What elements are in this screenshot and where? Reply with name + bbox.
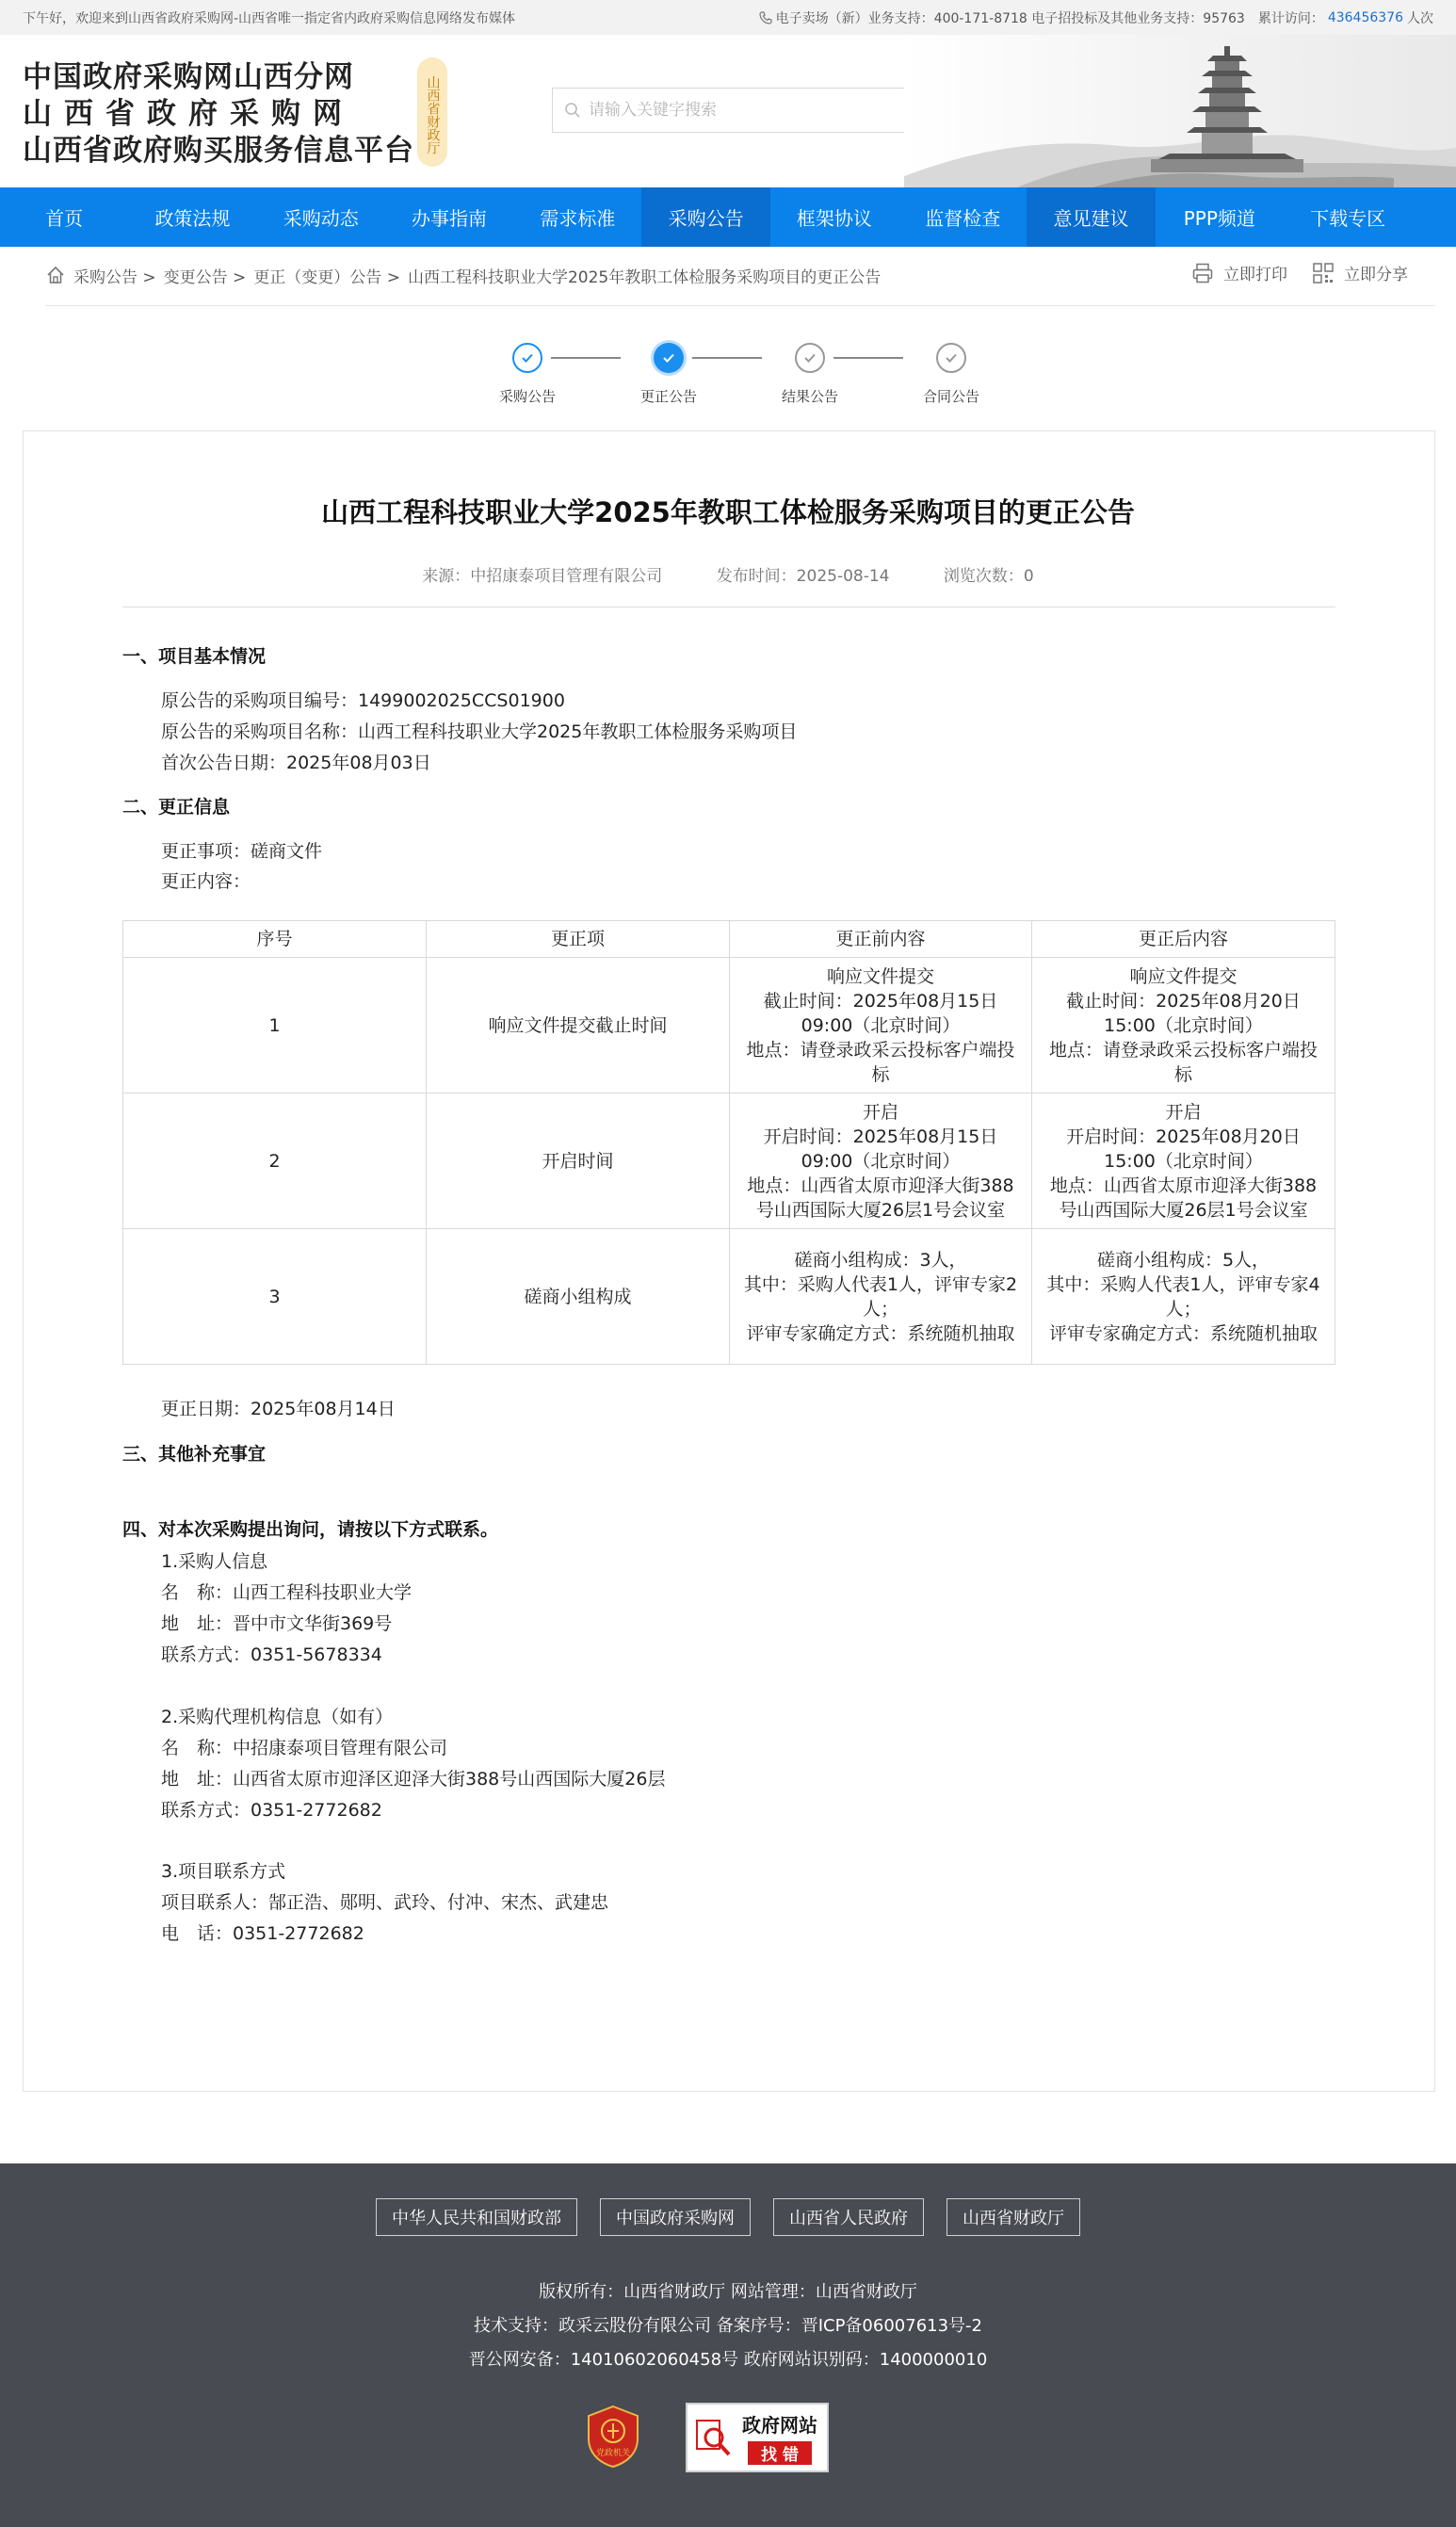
cell-after: 开启 开启时间：2025年08月20日 15:00（北京时间） 地点：山西省太原市迎泽大街388号山西国际大厦26层1号会议室 [1032,1093,1335,1229]
col-header-before: 更正前内容 [730,921,1032,958]
first-notice-date: 首次公告日期：2025年08月03日 [161,753,431,773]
cell-before: 开启 开启时间：2025年08月15日 09:00（北京时间） 地点：山西省太原市迎泽大街388号山西国际大厦26层1号会议室 [730,1093,1032,1229]
col-header-after: 更正后内容 [1032,921,1335,958]
step-label: 结果公告 [781,388,838,405]
step-correction-notice [626,343,711,406]
search-icon [564,102,581,119]
badge-title: 政府网站 [742,2414,817,2437]
article-source: 来源：中招康泰项目管理有限公司 [422,567,663,586]
phone-icon [759,11,772,24]
nav-home[interactable]: 首页 [45,207,84,230]
project-contact-heading: 3.项目联系方式 [161,1861,286,1882]
step-connector [833,357,903,359]
print-button[interactable] [1191,261,1287,284]
visits-count: 436456376 [1327,10,1403,25]
share-label: 立即分享 [1344,266,1408,284]
section-2-heading: 二、更正信息 [122,797,231,818]
process-steps [485,343,979,414]
purchaser-name: 名 称：山西工程科技职业大学 [161,1582,413,1603]
nav-downloads[interactable]: 下载专区 [1310,207,1386,230]
party-gov-badge-icon [585,2405,641,2469]
nav-announcements[interactable]: 采购公告 [641,187,769,247]
topbar-right [759,8,1433,27]
magnifier-icon [695,2417,733,2458]
step-connector [692,357,762,359]
main-nav [0,187,1456,247]
pagoda-banner-image [904,35,1456,187]
visits-unit: 人次 [1407,11,1433,26]
cell-item: 磋商小组构成 [427,1229,730,1365]
step-result-notice [768,343,852,406]
step-label: 合同公告 [922,388,979,405]
nav-feedback[interactable]: 意见建议 [1027,187,1155,247]
section-3-heading: 三、其他补充事宜 [122,1444,267,1465]
footer-link-mof[interactable]: 中华人民共和国财政部 [376,2198,577,2236]
purchaser-phone: 联系方式：0351-5678334 [161,1644,382,1665]
search-input[interactable] [589,101,946,120]
project-contacts: 项目联系人：郜正浩、郧明、武玲、付冲、宋杰、武建忠 [161,1892,609,1913]
cell-before: 响应文件提交 截止时间：2025年08月15日 09:00（北京时间） 地点：请登录政采云投标客户端投标 [730,958,1032,1093]
correction-content-label: 更正内容： [161,871,251,892]
check-icon [936,343,966,373]
section-4-heading: 四、对本次采购提出询问，请按以下方式联系。 [122,1519,499,1540]
cell-after: 磋商小组构成：5人， 其中：采购人代表1人，评审专家4人； 评审专家确定方式：系统随机抽取 [1032,1229,1335,1365]
badge-text [742,2410,817,2465]
footer-link-shanxi-gov[interactable]: 山西省人民政府 [773,2198,924,2236]
footer-tech-support: 技术支持：政采云股份有限公司 备案序号：晋ICP备06007613号-2 [473,2316,982,2336]
agency-heading: 2.采购代理机构信息（如有） [161,1707,394,1727]
correction-date: 更正日期：2025年08月14日 [161,1399,396,1419]
site-logo[interactable] [23,59,414,170]
correction-item: 更正事项：磋商文件 [161,841,323,862]
nav-standards[interactable]: 需求标准 [540,207,616,230]
section-1-heading: 一、项目基本情况 [122,646,267,667]
article-publish-time: 发布时间：2025-08-14 [716,567,890,586]
step-contract-notice [909,343,994,406]
original-project-number: 原公告的采购项目编号：1499002025CCS01900 [161,690,565,711]
footer-link-shanxi-finance[interactable]: 山西省财政厅 [946,2198,1080,2236]
nav-guide[interactable]: 办事指南 [412,207,488,230]
purchaser-address: 地 址：晋中市文华街369号 [161,1613,393,1634]
breadcrumb-announcements[interactable]: 采购公告 > [73,267,156,287]
cell-item: 响应文件提交截止时间 [427,958,730,1093]
step-label: 更正公告 [639,388,697,405]
check-icon [654,343,684,373]
qr-code-icon [1312,262,1335,284]
gov-site-error-report-badge[interactable] [686,2403,829,2472]
nav-supervision[interactable]: 监督检查 [925,207,1001,230]
footer-copyright: 版权所有：山西省财政厅 网站管理：山西省财政厅 [539,2282,917,2302]
share-button[interactable] [1312,261,1408,284]
top-bar [0,0,1456,35]
nav-ppp[interactable]: PPP频道 [1183,207,1255,230]
breadcrumb-divider [45,305,1435,306]
agency-name: 名 称：中招康泰项目管理有限公司 [161,1738,448,1758]
step-label: 采购公告 [498,388,556,405]
finance-dept-seal: 山西省财政厅 [417,57,447,167]
correction-table [122,920,1335,1365]
print-label: 立即打印 [1223,266,1287,284]
cell-after: 响应文件提交 截止时间：2025年08月20日 15:00（北京时间） 地点：请登录政采云投标客户端投标 [1032,958,1335,1093]
footer-link-ccgp[interactable]: 中国政府采购网 [600,2198,751,2236]
logo-line-3: 山西省政府购买服务信息平台 [23,134,414,168]
cell-before: 磋商小组构成：3人， 其中：采购人代表1人，评审专家2人； 评审专家确定方式：系统随机抽取 [730,1229,1032,1365]
printer-icon [1191,262,1214,284]
home-icon[interactable] [45,265,66,285]
badge-subtitle: 找 错 [748,2441,812,2465]
table-header-row [123,921,1335,958]
original-project-name: 原公告的采购项目名称：山西工程科技职业大学2025年教职工体检服务采购项目 [161,721,798,742]
breadcrumb-current: 山西工程科技职业大学2025年教职工体检服务采购项目的更正公告 [407,267,882,287]
project-phone: 电 话：0351-2772682 [161,1923,364,1944]
cell-no: 1 [123,958,427,1093]
visits-label: 累计访问： [1257,11,1324,26]
step-connector [551,357,621,359]
logo-line-2: 山西省政府采购网 [23,97,354,131]
col-header-no: 序号 [123,921,427,958]
article-views: 浏览次数：0 [943,567,1034,586]
svg-text:党政机关: 党政机关 [595,2449,631,2458]
footer-links [0,2198,1456,2236]
breadcrumb-correction-notices[interactable]: 更正（变更）公告 > [253,267,400,287]
cell-item: 开启时间 [427,1093,730,1229]
footer-security-record: 晋公网安备：14010602060458号 政府网站识别码：1400000010 [468,2350,988,2370]
party-gov-badge[interactable] [585,2405,641,2469]
page-tools [1191,261,1408,284]
breadcrumb [45,263,881,287]
article-meta [0,562,1456,586]
table-row [123,958,1335,1093]
site-header [0,35,1456,187]
nav-news[interactable]: 采购动态 [283,207,359,230]
nav-framework[interactable]: 框架协议 [796,207,872,230]
logo-line-1: 中国政府采购网山西分网 [23,60,354,94]
agency-phone: 联系方式：0351-2772682 [161,1800,382,1821]
step-purchase-notice [485,343,570,406]
col-header-item: 更正项 [427,921,730,958]
breadcrumb-change-notices[interactable]: 变更公告 > [163,267,247,287]
cell-no: 3 [123,1229,427,1365]
agency-address: 地 址：山西省太原市迎泽区迎泽大街388号山西国际大厦26层 [161,1769,666,1790]
check-icon [512,343,542,373]
nav-policy[interactable]: 政策法规 [154,207,231,230]
table-row [123,1093,1335,1229]
article-title: 山西工程科技职业大学2025年教职工体检服务采购项目的更正公告 [321,496,1135,528]
cell-no: 2 [123,1093,427,1229]
purchaser-heading: 1.采购人信息 [161,1551,268,1572]
site-footer [0,2163,1456,2527]
greeting-text: 下午好，欢迎来到山西省政府采购网-山西省唯一指定省内政府采购信息网络发布媒体 [23,11,516,26]
check-icon [795,343,825,373]
table-row [123,1229,1335,1365]
hotline-text: 电子卖场（新）业务支持：400-171-8718 电子招投标及其他业务支持：95763 [775,11,1245,26]
